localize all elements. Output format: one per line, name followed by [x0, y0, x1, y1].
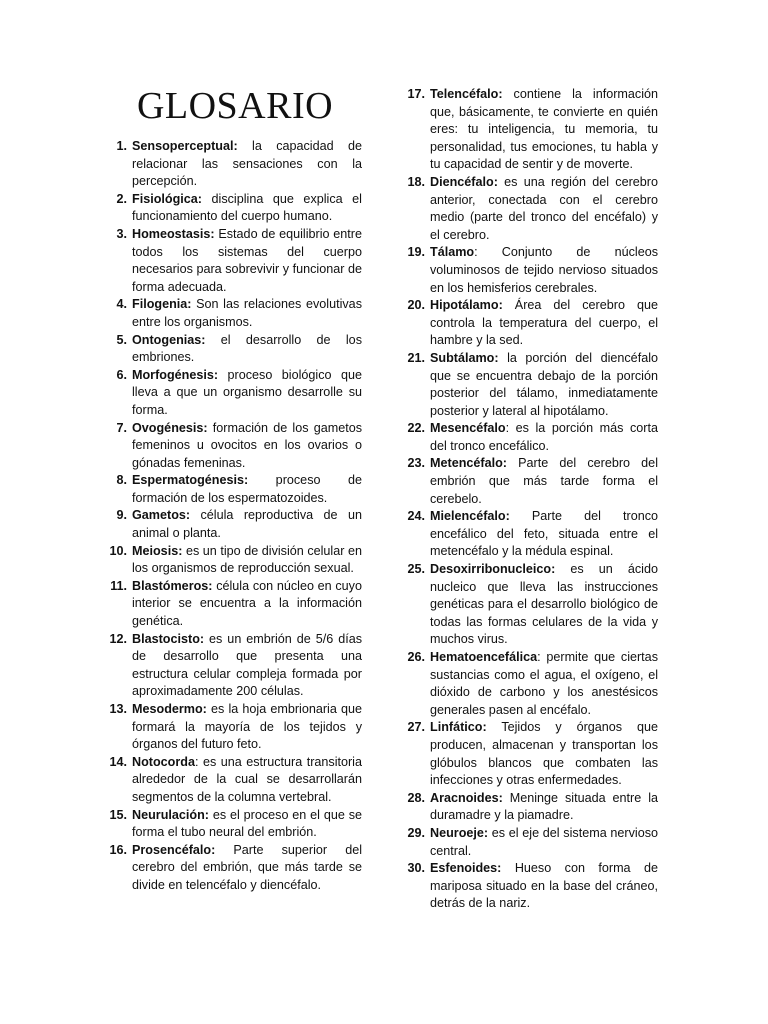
- entry-body: [430, 790, 658, 825]
- entry-body: [132, 842, 362, 895]
- entry-body: [430, 455, 658, 508]
- entry-body: [132, 226, 362, 296]
- glossary-entry: [398, 420, 658, 455]
- entry-definition: es un tipo de división celular en los organismos de reproducción sexual.: [132, 543, 362, 576]
- entry-number: 30.: [407, 861, 425, 876]
- entry-body: [430, 719, 658, 789]
- entry-term: Telencéfalo:: [430, 87, 503, 101]
- entry-term: Desoxirribonucleico:: [430, 562, 556, 577]
- page-title: GLOSARIO: [136, 85, 334, 127]
- entry-definition: disciplina que explica el funcionamiento del cuerpo humano.: [132, 191, 362, 224]
- entry-definition: es un embrión de 5/6 días de desarrollo que presenta una estructura celular compleja formada por aproximadamente 200 células.: [132, 631, 362, 699]
- entry-number: 4.: [116, 297, 127, 312]
- glossary-entry: [398, 860, 658, 913]
- entry-term: Fisiológica:: [132, 191, 202, 206]
- entry-body: [430, 420, 658, 455]
- entry-number: 19.: [407, 245, 425, 260]
- entry-body: [430, 860, 658, 913]
- glossary-entry: [398, 719, 658, 789]
- entry-body: [132, 754, 362, 807]
- entry-number: 2.: [116, 191, 127, 206]
- entry-number: 23.: [407, 456, 425, 471]
- glossary-entry: [398, 825, 658, 860]
- glossary-entry: [100, 543, 362, 578]
- entry-term: Sensoperceptual:: [132, 139, 238, 153]
- entry-number: 1.: [116, 139, 127, 153]
- entry-body: [430, 297, 658, 350]
- entry-definition: Tejidos y órganos que producen, almacenan y transportan los glóbulos blancos que combaten las infecciones y otras enfermedades.: [430, 720, 658, 788]
- entry-number: 26.: [407, 650, 425, 664]
- glossary-entry: [100, 367, 362, 420]
- entry-definition: es un ácido nucleico que lleva las instrucciones genéticas para el desarrollo biológico de todas las formas celulares de la vida y muchos virus.: [430, 562, 658, 647]
- glossary-entry: [100, 472, 362, 507]
- entry-definition: la capacidad de relacionar las sensaciones con la percepción.: [132, 139, 362, 189]
- entry-term: Meiosis:: [132, 543, 183, 558]
- entry-body: [430, 649, 658, 719]
- entry-term: Hematoencefálica: [430, 650, 538, 664]
- entry-number: 3.: [116, 226, 127, 241]
- glossary-entry: [100, 420, 362, 473]
- entry-definition: es el proceso en el que se forma el tubo neural del embrión.: [132, 807, 362, 840]
- entry-number: 12.: [109, 631, 127, 646]
- entry-body: [430, 561, 658, 649]
- glossary-entry: [100, 191, 362, 226]
- entry-number: 29.: [407, 825, 425, 840]
- entry-definition: contiene la información que, básicamente, te convierte en quién eres: tu inteligencia, tu memoria, tu personalidad, tus emociones, tu habla y tu capacidad de sentir y de moverte.: [430, 87, 658, 172]
- entry-number: 16.: [109, 842, 127, 857]
- entry-number: 24.: [407, 509, 425, 524]
- entry-term: Ontogenias:: [132, 332, 206, 347]
- entry-definition: Parte superior del cerebro del embrión, que más tarde se divide en telencéfalo y diencéfalo.: [132, 842, 362, 892]
- entry-definition: : Conjunto de núcleos voluminosos de tejido nervioso situados en los hemisferios cerebrales.: [430, 245, 658, 295]
- entry-term: Espermatogénesis:: [132, 473, 249, 488]
- entry-term: Ovogénesis:: [132, 420, 208, 435]
- entry-term: Morfogénesis:: [132, 367, 219, 382]
- entry-number: 9.: [116, 508, 127, 523]
- entry-number: 7.: [116, 420, 127, 435]
- entry-definition: Parte del cerebro del embrión que más tarde forma el cerebelo.: [430, 456, 658, 506]
- entry-definition: formación de los gametos femeninos u ovocitos en los ovarios o gónadas femeninas.: [132, 420, 362, 470]
- glossary-entry: [398, 508, 658, 561]
- entry-definition: : es la porción más corta del tronco encefálico.: [430, 421, 658, 453]
- entry-term: Notocorda: [132, 754, 195, 769]
- entry-body: [132, 507, 362, 542]
- entry-number: 17.: [407, 87, 425, 101]
- entry-body: [132, 631, 362, 701]
- glossary-entry: [100, 296, 362, 331]
- glossary-entry: [100, 507, 362, 542]
- entry-number: 28.: [407, 790, 425, 805]
- entry-definition: el desarrollo de los embriones.: [132, 332, 362, 365]
- entry-definition: Área del cerebro que controla la temperatura del cuerpo, el hambre y la sed.: [430, 298, 658, 348]
- entry-body: [430, 825, 658, 860]
- entry-term: Mesodermo:: [132, 702, 207, 716]
- entry-term: Metencéfalo:: [430, 456, 507, 471]
- entry-term: Mesencéfalo: [430, 421, 506, 436]
- entry-number: 14.: [109, 754, 127, 769]
- glossary-entry: [100, 754, 362, 807]
- entry-body: [132, 578, 362, 631]
- entry-body: [132, 367, 362, 420]
- glossary-entry: [100, 578, 362, 631]
- entry-term: Neurulación:: [132, 807, 209, 822]
- entry-body: [430, 350, 658, 420]
- entry-term: Esfenoides:: [430, 861, 502, 876]
- entry-number: 15.: [109, 807, 127, 822]
- glossary-entry: [398, 244, 658, 297]
- entry-term: Subtálamo:: [430, 350, 499, 365]
- entry-definition: es el eje del sistema nervioso central.: [430, 825, 658, 858]
- glossary-entry: [100, 701, 362, 754]
- entry-definition: Parte del tronco encefálico del feto, situada entre el metencéfalo y la médula espinal.: [430, 509, 658, 559]
- entry-term: Filogenia:: [132, 297, 192, 312]
- entry-term: Hipotálamo:: [430, 298, 503, 313]
- entry-body: [430, 86, 658, 174]
- entry-definition: : es una estructura transitoria alrededor de la cual se desarrollarán segmentos de la columna vertebral.: [132, 754, 362, 804]
- entry-definition: Hueso con forma de mariposa situado en la base del cráneo, detrás de la nariz.: [430, 861, 658, 911]
- entry-definition: célula reproductiva de un animal o planta.: [132, 508, 362, 541]
- entry-definition: : permite que ciertas sustancias como el agua, el oxígeno, el dióxido de carbono y los anestésicos generales pasen al encéfalo.: [430, 650, 658, 717]
- entry-definition: Meninge situada entre la duramadre y la piamadre.: [430, 790, 658, 823]
- entry-number: 20.: [407, 298, 425, 313]
- entry-term: Blastómeros:: [132, 578, 213, 593]
- entry-body: [132, 191, 362, 226]
- glossary-entry: [398, 297, 658, 350]
- entry-number: 11.: [110, 578, 127, 593]
- entry-definition: célula con núcleo en cuyo interior se encuentra a la información genética.: [132, 578, 362, 629]
- entry-number: 13.: [109, 702, 127, 716]
- entry-term: Prosencéfalo:: [132, 842, 216, 857]
- entry-number: 25.: [407, 562, 425, 577]
- entry-number: 6.: [116, 367, 127, 382]
- glossary-entry: [398, 455, 658, 508]
- entry-body: [132, 296, 362, 331]
- entry-body: [132, 472, 362, 507]
- glossary-column-right: [398, 86, 658, 913]
- entry-definition: es la hoja embrionaria que formará la mayoría de los tejidos y órganos del futuro feto.: [132, 702, 362, 752]
- glossary-entry: [100, 332, 362, 367]
- entry-definition: la porción del diencéfalo que se encuentra debajo de la porción posterior del tálamo, inmediatamente posterior y lateral al hipotálamo.: [430, 350, 658, 418]
- entry-definition: proceso de formación de los espermatozoides.: [132, 473, 362, 505]
- entry-body: [132, 543, 362, 578]
- entry-body: [132, 701, 362, 754]
- entry-body: [132, 332, 362, 367]
- entry-number: 22.: [407, 421, 425, 436]
- glossary-entry: [398, 790, 658, 825]
- entry-term: Neuroeje:: [430, 825, 489, 840]
- glossary-entry: [398, 649, 658, 719]
- glossary-entry: [100, 631, 362, 701]
- entry-body: [132, 807, 362, 842]
- entry-definition: Son las relaciones evolutivas entre los organismos.: [132, 297, 362, 329]
- entry-number: 27.: [407, 720, 425, 735]
- glossary-entry: [398, 350, 658, 420]
- entry-definition: es una región del cerebro anterior, conectada con el cerebro medio (parte del tronco del encéfalo) y el cerebro.: [430, 174, 658, 242]
- entry-term: Gametos:: [132, 508, 191, 523]
- entry-term: Aracnoides:: [430, 790, 503, 805]
- entry-body: [430, 508, 658, 561]
- entry-number: 18.: [407, 174, 425, 189]
- entry-term: Tálamo: [430, 245, 475, 260]
- entry-number: 21.: [407, 350, 425, 365]
- entry-number: 8.: [116, 473, 127, 488]
- entry-term: Homeostasis:: [132, 226, 215, 241]
- entry-body: [132, 138, 362, 191]
- entry-body: [430, 174, 658, 244]
- entry-number: 10.: [109, 543, 127, 558]
- entry-body: [430, 244, 658, 297]
- entry-body: [132, 420, 362, 473]
- entry-number: 5.: [116, 332, 127, 347]
- entry-definition: Estado de equilibrio entre todos los sistemas del cuerpo necesarios para sobrevivir y funcionar de forma adecuada.: [132, 226, 362, 294]
- entry-definition: proceso biológico que lleva a que un organismo desarrolle su forma.: [132, 367, 362, 417]
- entry-term: Blastocisto:: [132, 631, 205, 646]
- glossary-column-left: [100, 138, 362, 895]
- entry-term: Linfático:: [430, 720, 487, 735]
- glossary-entry: [100, 138, 362, 191]
- glossary-entry: [398, 174, 658, 244]
- glossary-entry: [398, 86, 658, 174]
- entry-term: Diencéfalo:: [430, 174, 498, 189]
- glossary-entry: [100, 226, 362, 296]
- glossary-entry: [398, 561, 658, 649]
- glossary-entry: [100, 842, 362, 895]
- glossary-entry: [100, 807, 362, 842]
- entry-term: Mielencéfalo:: [430, 509, 510, 524]
